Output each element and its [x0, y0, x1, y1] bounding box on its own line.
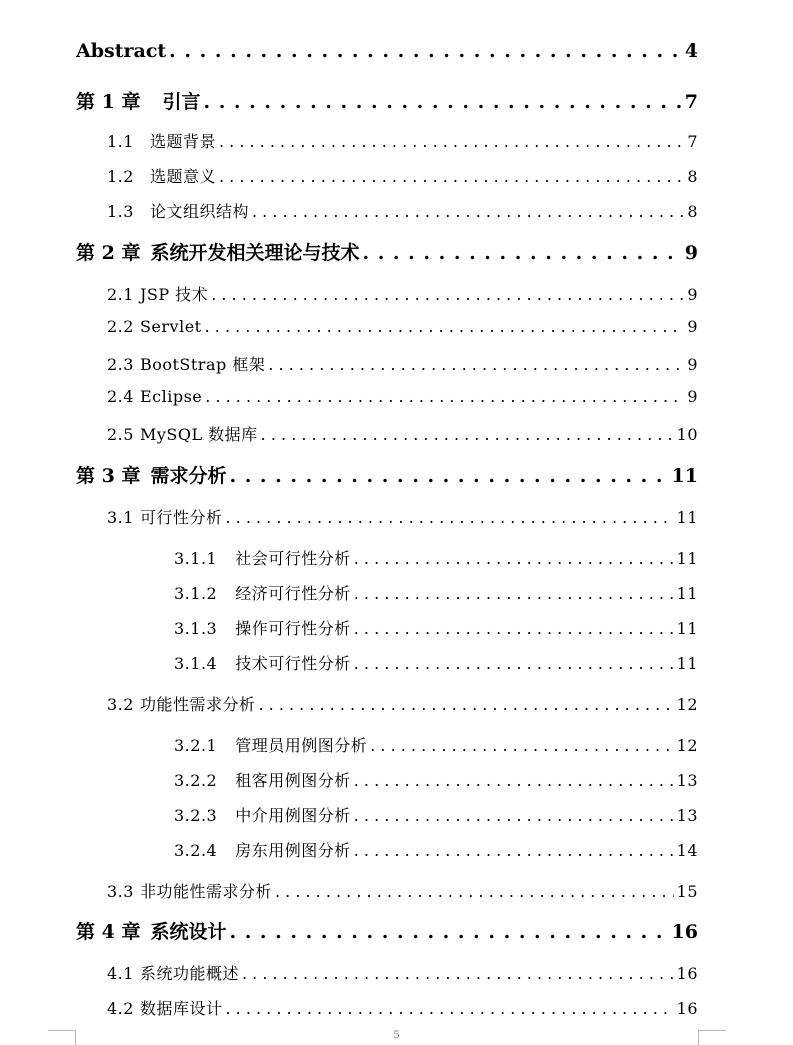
toc-entry-3-1-4[interactable]: [174, 651, 698, 674]
toc-entry-chapter-1[interactable]: [76, 87, 698, 114]
toc-entry-title: 经济可行性分析: [235, 584, 351, 603]
leader-dots: [354, 584, 674, 603]
toc-entry-number: 3.3: [107, 882, 134, 901]
toc-entry-title: 需求分析: [150, 465, 227, 487]
page-number: 5: [393, 1027, 400, 1041]
toc-entry-number: 3.2.4: [174, 841, 218, 860]
toc-entry-3-1-2[interactable]: [174, 581, 698, 604]
toc-entry-title: 可行性分析: [139, 508, 223, 527]
toc-entry-title: 技术可行性分析: [235, 654, 351, 673]
toc-entry-title: 论文组织结构: [149, 202, 249, 221]
toc-entry-page: 16: [676, 964, 698, 983]
toc-entry-page: 11: [676, 508, 698, 527]
toc-entry-page: 11: [671, 465, 698, 487]
leader-dots: [354, 806, 674, 825]
leader-dots: [211, 285, 684, 304]
toc-entry-page: 9: [687, 387, 698, 406]
toc-entry-title: 租客用例图分析: [235, 771, 351, 790]
toc-entry-number: 第 2 章: [76, 242, 141, 264]
toc-entry-3-2-4[interactable]: [174, 838, 698, 861]
toc-entry-title: MySQL 数据库: [139, 425, 258, 444]
toc-entry-number: 2.4: [107, 387, 134, 406]
toc-entry-title: 系统设计: [150, 921, 227, 943]
toc-entry-page: 7: [687, 132, 698, 151]
toc-entry-3-1-3[interactable]: [174, 616, 698, 639]
toc-entry-title: 房东用例图分析: [235, 841, 351, 860]
leader-dots: [370, 736, 673, 755]
toc-entry-title: 选题意义: [149, 167, 216, 186]
toc-entry-number: 3.2.1: [174, 736, 218, 755]
toc-entry-3-2-2[interactable]: [174, 768, 698, 791]
toc-entry-number: 2.1: [107, 285, 134, 304]
leader-dots: [261, 425, 674, 444]
toc-entry-page: 16: [671, 921, 698, 943]
leader-dots: [354, 841, 674, 860]
toc-entry-2-5[interactable]: [107, 422, 698, 445]
toc-entry-4-2[interactable]: [107, 996, 698, 1019]
toc-entry-page: 11: [676, 654, 698, 673]
toc-entry-number: 第 1 章: [76, 91, 141, 113]
leader-dots: [169, 40, 682, 62]
toc-entry-number: 3.1.4: [174, 654, 218, 673]
toc-entry-title: 功能性需求分析: [139, 695, 256, 714]
toc-entry-2-1[interactable]: [107, 282, 698, 305]
leader-dots: [205, 387, 684, 406]
leader-dots: [258, 695, 673, 714]
toc-entry-number: 2.5: [107, 425, 134, 444]
toc-entry-page: 9: [687, 285, 698, 304]
toc-entry-number: 4.1: [107, 964, 134, 983]
toc-entry-page: 4: [684, 40, 698, 62]
toc-entry-page: 9: [687, 317, 698, 336]
toc-entry-title: 系统开发相关理论与技术: [150, 242, 360, 264]
toc-entry-number: 2.3: [107, 355, 134, 374]
toc-entry-number: 2.2: [107, 317, 134, 336]
leader-dots: [362, 242, 681, 264]
leader-dots: [268, 355, 684, 374]
toc-entry-page: 13: [676, 806, 698, 825]
toc-entry-3-3[interactable]: [107, 879, 698, 902]
toc-entry-4-1[interactable]: [107, 961, 698, 984]
toc-entry-title: 引言: [162, 91, 201, 113]
toc-entry-chapter-2[interactable]: [76, 238, 698, 265]
toc-entry-3-2[interactable]: [107, 692, 698, 715]
leader-dots: [354, 654, 674, 673]
toc-entry-number: 1.3: [107, 202, 134, 221]
leader-dots: [205, 317, 685, 336]
toc-entry-number: 1.1: [107, 132, 134, 151]
toc-entry-number: 3.1.3: [174, 619, 218, 638]
toc-entry-number: 3.2.2: [174, 771, 218, 790]
leader-dots: [225, 508, 673, 527]
toc-entry-page: 9: [687, 355, 698, 374]
toc-entry-3-2-3[interactable]: [174, 803, 698, 826]
toc-entry-2-4[interactable]: [107, 387, 698, 406]
toc-entry-page: 14: [676, 841, 698, 860]
toc-entry-title: 选题背景: [149, 132, 216, 151]
toc-entry-title: 社会可行性分析: [235, 549, 351, 568]
toc-entry-number: 3.1.1: [174, 549, 218, 568]
toc-entry-title: Eclipse: [139, 387, 203, 406]
toc-entry-title: JSP 技术: [139, 285, 209, 304]
toc-entry-page: 8: [687, 167, 698, 186]
toc-entry-title: 数据库设计: [139, 999, 223, 1018]
toc-entry-page: 13: [676, 771, 698, 790]
leader-dots: [229, 465, 668, 487]
toc-entry-page: 15: [676, 882, 698, 901]
toc-entry-number: 第 3 章: [76, 465, 141, 487]
toc-entry-number: 3.1.2: [174, 584, 218, 603]
toc-entry-chapter-4[interactable]: [76, 917, 698, 944]
toc-entry-3-1-1[interactable]: [174, 546, 698, 569]
toc-entry-1-3[interactable]: [107, 199, 698, 222]
toc-entry-page: 11: [676, 584, 698, 603]
toc-entry-abstract[interactable]: [76, 40, 698, 62]
toc-entry-number: 1.2: [107, 167, 134, 186]
leader-dots: [242, 964, 674, 983]
toc-entry-number: 3.1: [107, 508, 134, 527]
toc-entry-page: 7: [684, 91, 698, 113]
leader-dots: [354, 549, 674, 568]
toc-entry-title: 系统功能概述: [139, 964, 239, 983]
leader-dots: [354, 619, 674, 638]
toc-entry-title: 非功能性需求分析: [139, 882, 272, 901]
toc-entry-page: 11: [676, 619, 698, 638]
leader-dots: [219, 167, 684, 186]
toc-entry-title: 管理员用例图分析: [235, 736, 368, 755]
toc-entry-title: 中介用例图分析: [235, 806, 351, 825]
toc-entry-number: 第 4 章: [76, 921, 141, 943]
toc-entry-1-1[interactable]: [107, 129, 698, 152]
leader-dots: [354, 771, 674, 790]
leader-dots: [275, 882, 674, 901]
leader-dots: [229, 921, 668, 943]
toc-entry-number: 3.2.3: [174, 806, 218, 825]
toc-entry-page: 12: [676, 695, 698, 714]
toc-entry-page: 8: [687, 202, 698, 221]
toc-entry-3-1[interactable]: [107, 505, 698, 528]
toc-entry-page: 9: [684, 242, 698, 264]
leader-dots: [203, 91, 681, 113]
toc-entry-title: BootStrap 框架: [139, 355, 266, 374]
toc-entry-3-2-1[interactable]: [174, 733, 698, 756]
toc-entry-page: 12: [676, 736, 698, 755]
toc-entry-title: Servlet: [139, 317, 202, 336]
toc-entry-2-3[interactable]: [107, 352, 698, 375]
leader-dots: [219, 132, 684, 151]
toc-entry-title: 操作可行性分析: [235, 619, 351, 638]
toc-entry-2-2[interactable]: [107, 317, 698, 336]
toc-entry-page: 11: [676, 549, 698, 568]
toc-entry-page: 16: [676, 999, 698, 1018]
toc-entry-page: 10: [676, 425, 698, 444]
toc-entry-number: 4.2: [107, 999, 134, 1018]
leader-dots: [225, 999, 673, 1018]
leader-dots: [252, 202, 684, 221]
toc-entry-chapter-3[interactable]: [76, 461, 698, 488]
toc-entry-1-2[interactable]: [107, 164, 698, 187]
toc-entry-number: 3.2: [107, 695, 134, 714]
toc-entry-title: Abstract: [76, 40, 167, 62]
